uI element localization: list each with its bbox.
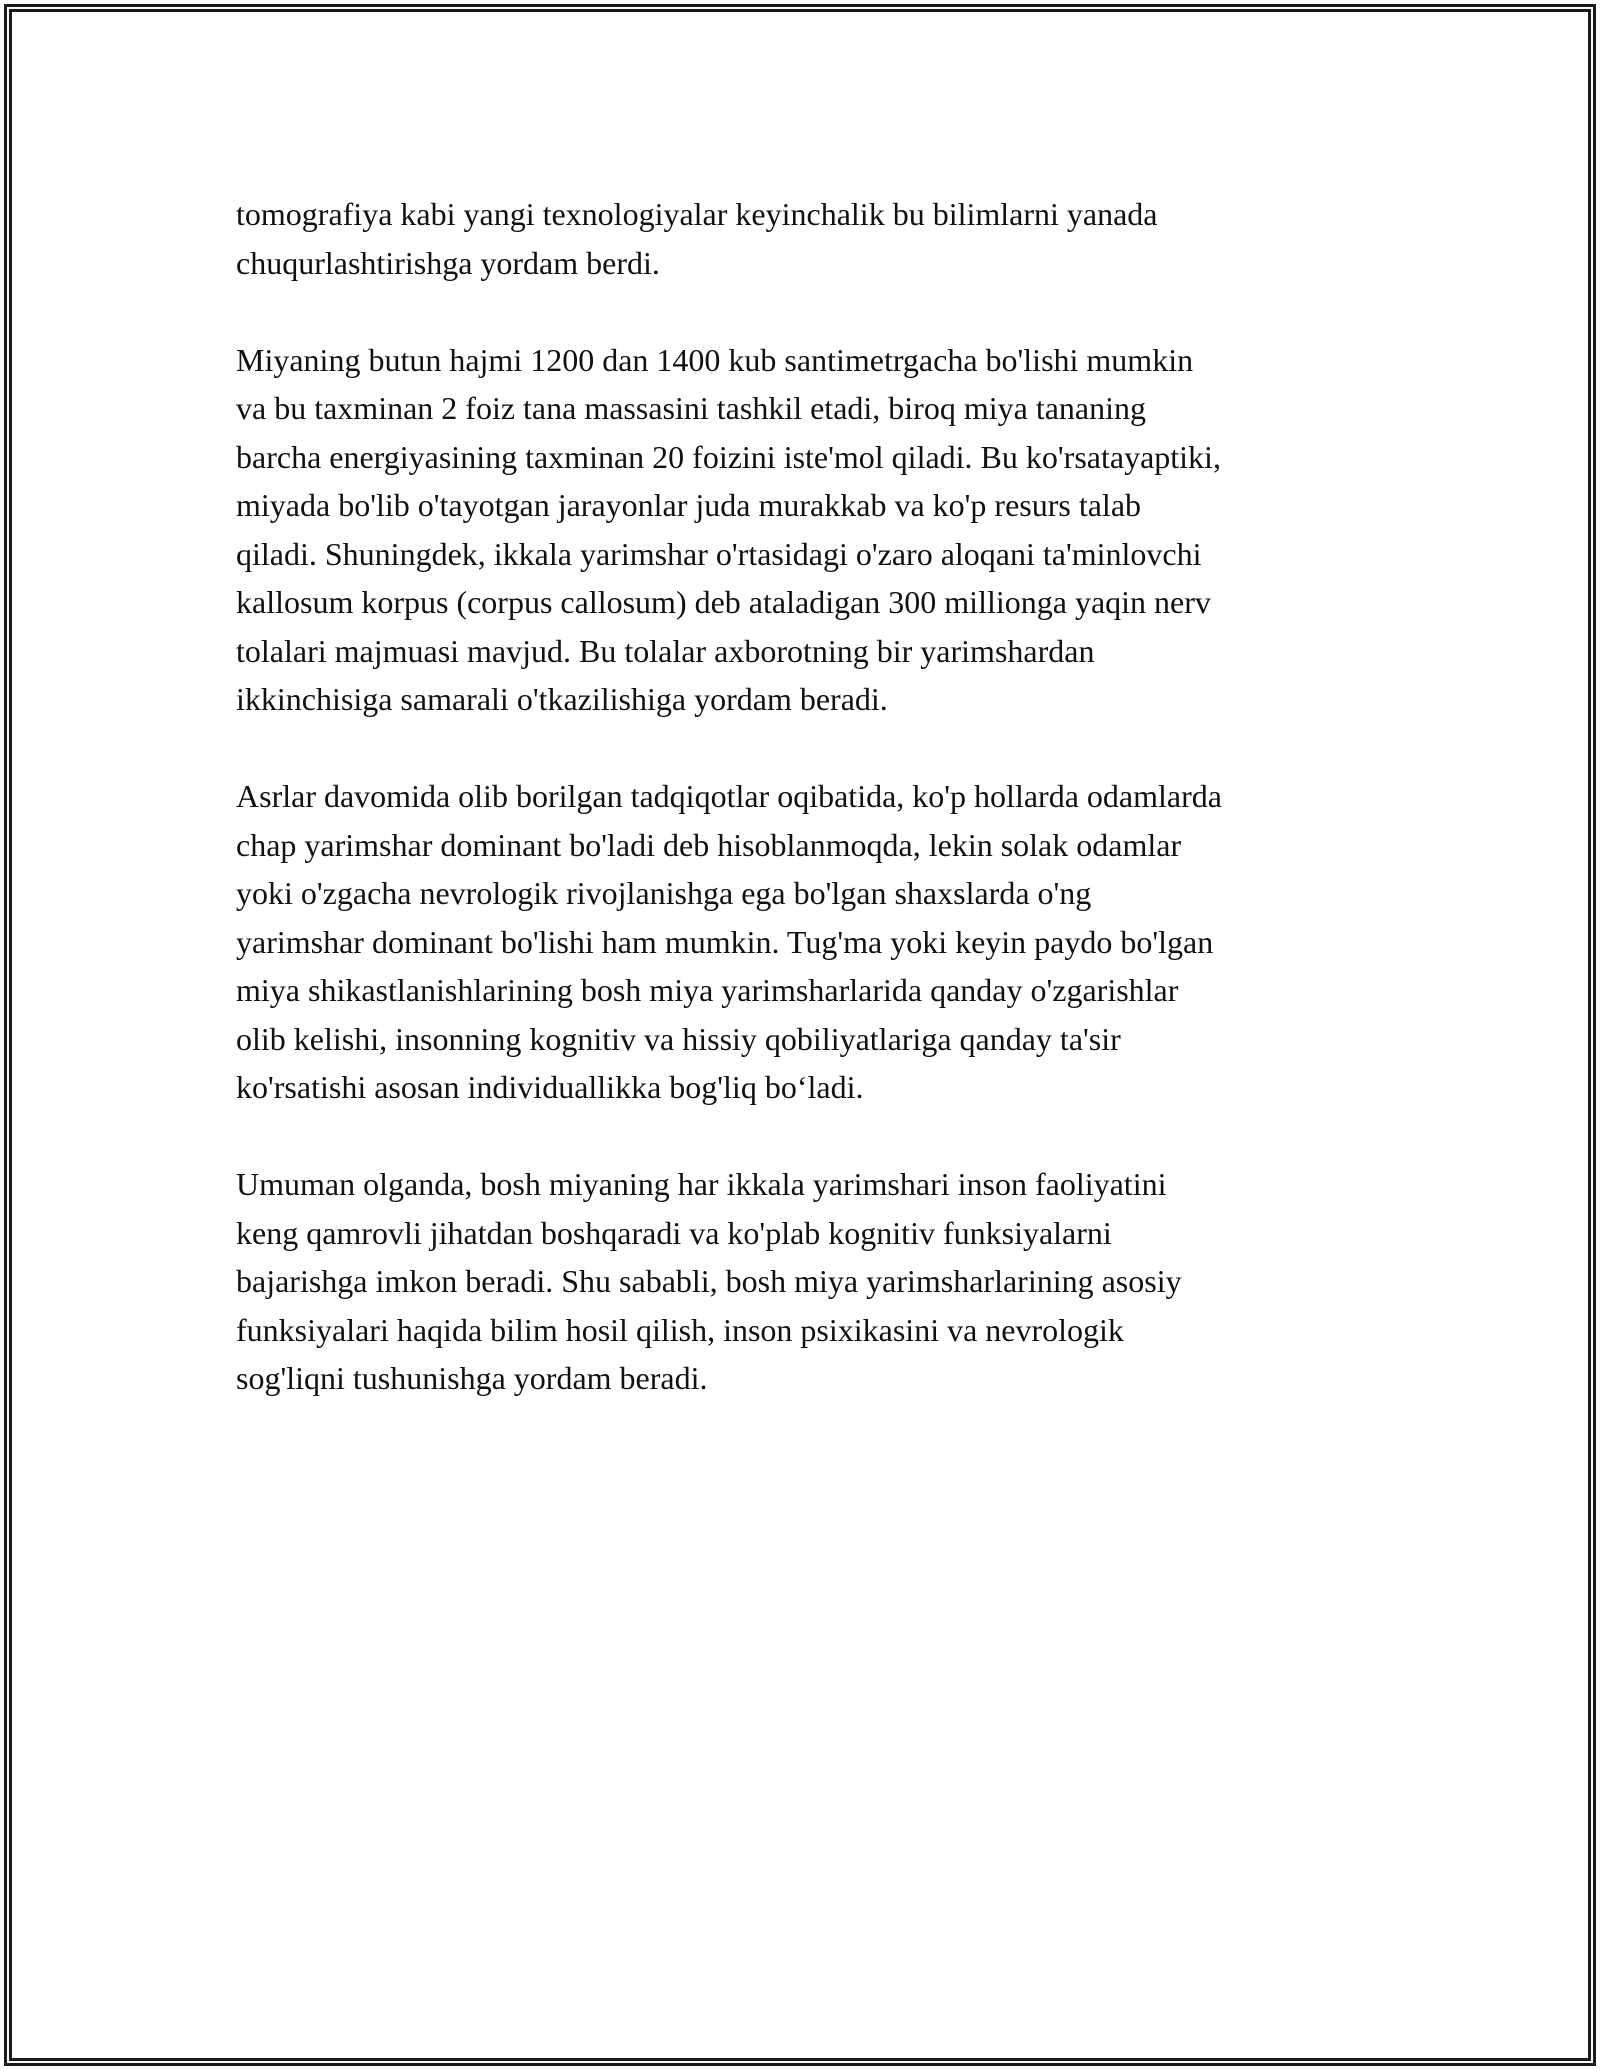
paragraph-1: tomografiya kabi yangi texnologiyalar keyinchalik bu bilimlarni yanada chuqurlashtirishga yordam berdi. (236, 196, 1158, 281)
paragraph-4: Umuman olganda, bosh miyaning har ikkala yarimshari inson faoliyatini keng qamrovli jihatdan boshqaradi va ko'plab kognitiv funksiyalarni bajarishga imkon beradi. Shu sababli, bosh miya yarimsharlarining asosiy funksiyalari haqida bilim hosil qilish, inson psixikasini va nevrologik sog'liqni tushunishga yordam beradi. (236, 1166, 1182, 1396)
paragraph-3: Asrlar davomida olib borilgan tadqiqotlar oqibatida, ko'p hollarda odamlarda chap yarimshar dominant bo'ladi deb hisoblanmoqda, lekin solak odamlar yoki o'zgacha nevrologik rivojlanishga ega bo'lgan shaxslarda o'ng yarimshar dominant bo'lishi ham mumkin. Tug'ma yoki keyin paydo bo'lgan miya shikastlanishlarining bosh miya yarimsharlarida qanday o'zgarishlar olib kelishi, insonning kognitiv va hissiy qobiliyatlariga qanday ta'sir ko'rsatishi asosan individuallikka bog'liq bo‘ladi. (236, 778, 1222, 1105)
page-content (236, 190, 1396, 1451)
paragraph-2: Miyaning butun hajmi 1200 dan 1400 kub santimetrgacha bo'lishi mumkin va bu taxminan 2 foiz tana massasini tashkil etadi, biroq miya tananing barcha energiyasining taxminan 20 foizini iste'mol qiladi. Bu ko'rsatayaptiki, miyada bo'lib o'tayotgan jarayonlar juda murakkab va ko'p resurs talab qiladi. Shuningdek, ikkala yarimshar o'rtasidagi o'zaro aloqani ta'minlovchi kallosum korpus (corpus callosum) deb ataladigan 300 millionga yaqin nerv tolalari majmuasi mavjud. Bu tolalar axborotning bir yarimshardan ikkinchisiga samarali o'tkazilishiga yordam beradi. (236, 341, 1221, 717)
